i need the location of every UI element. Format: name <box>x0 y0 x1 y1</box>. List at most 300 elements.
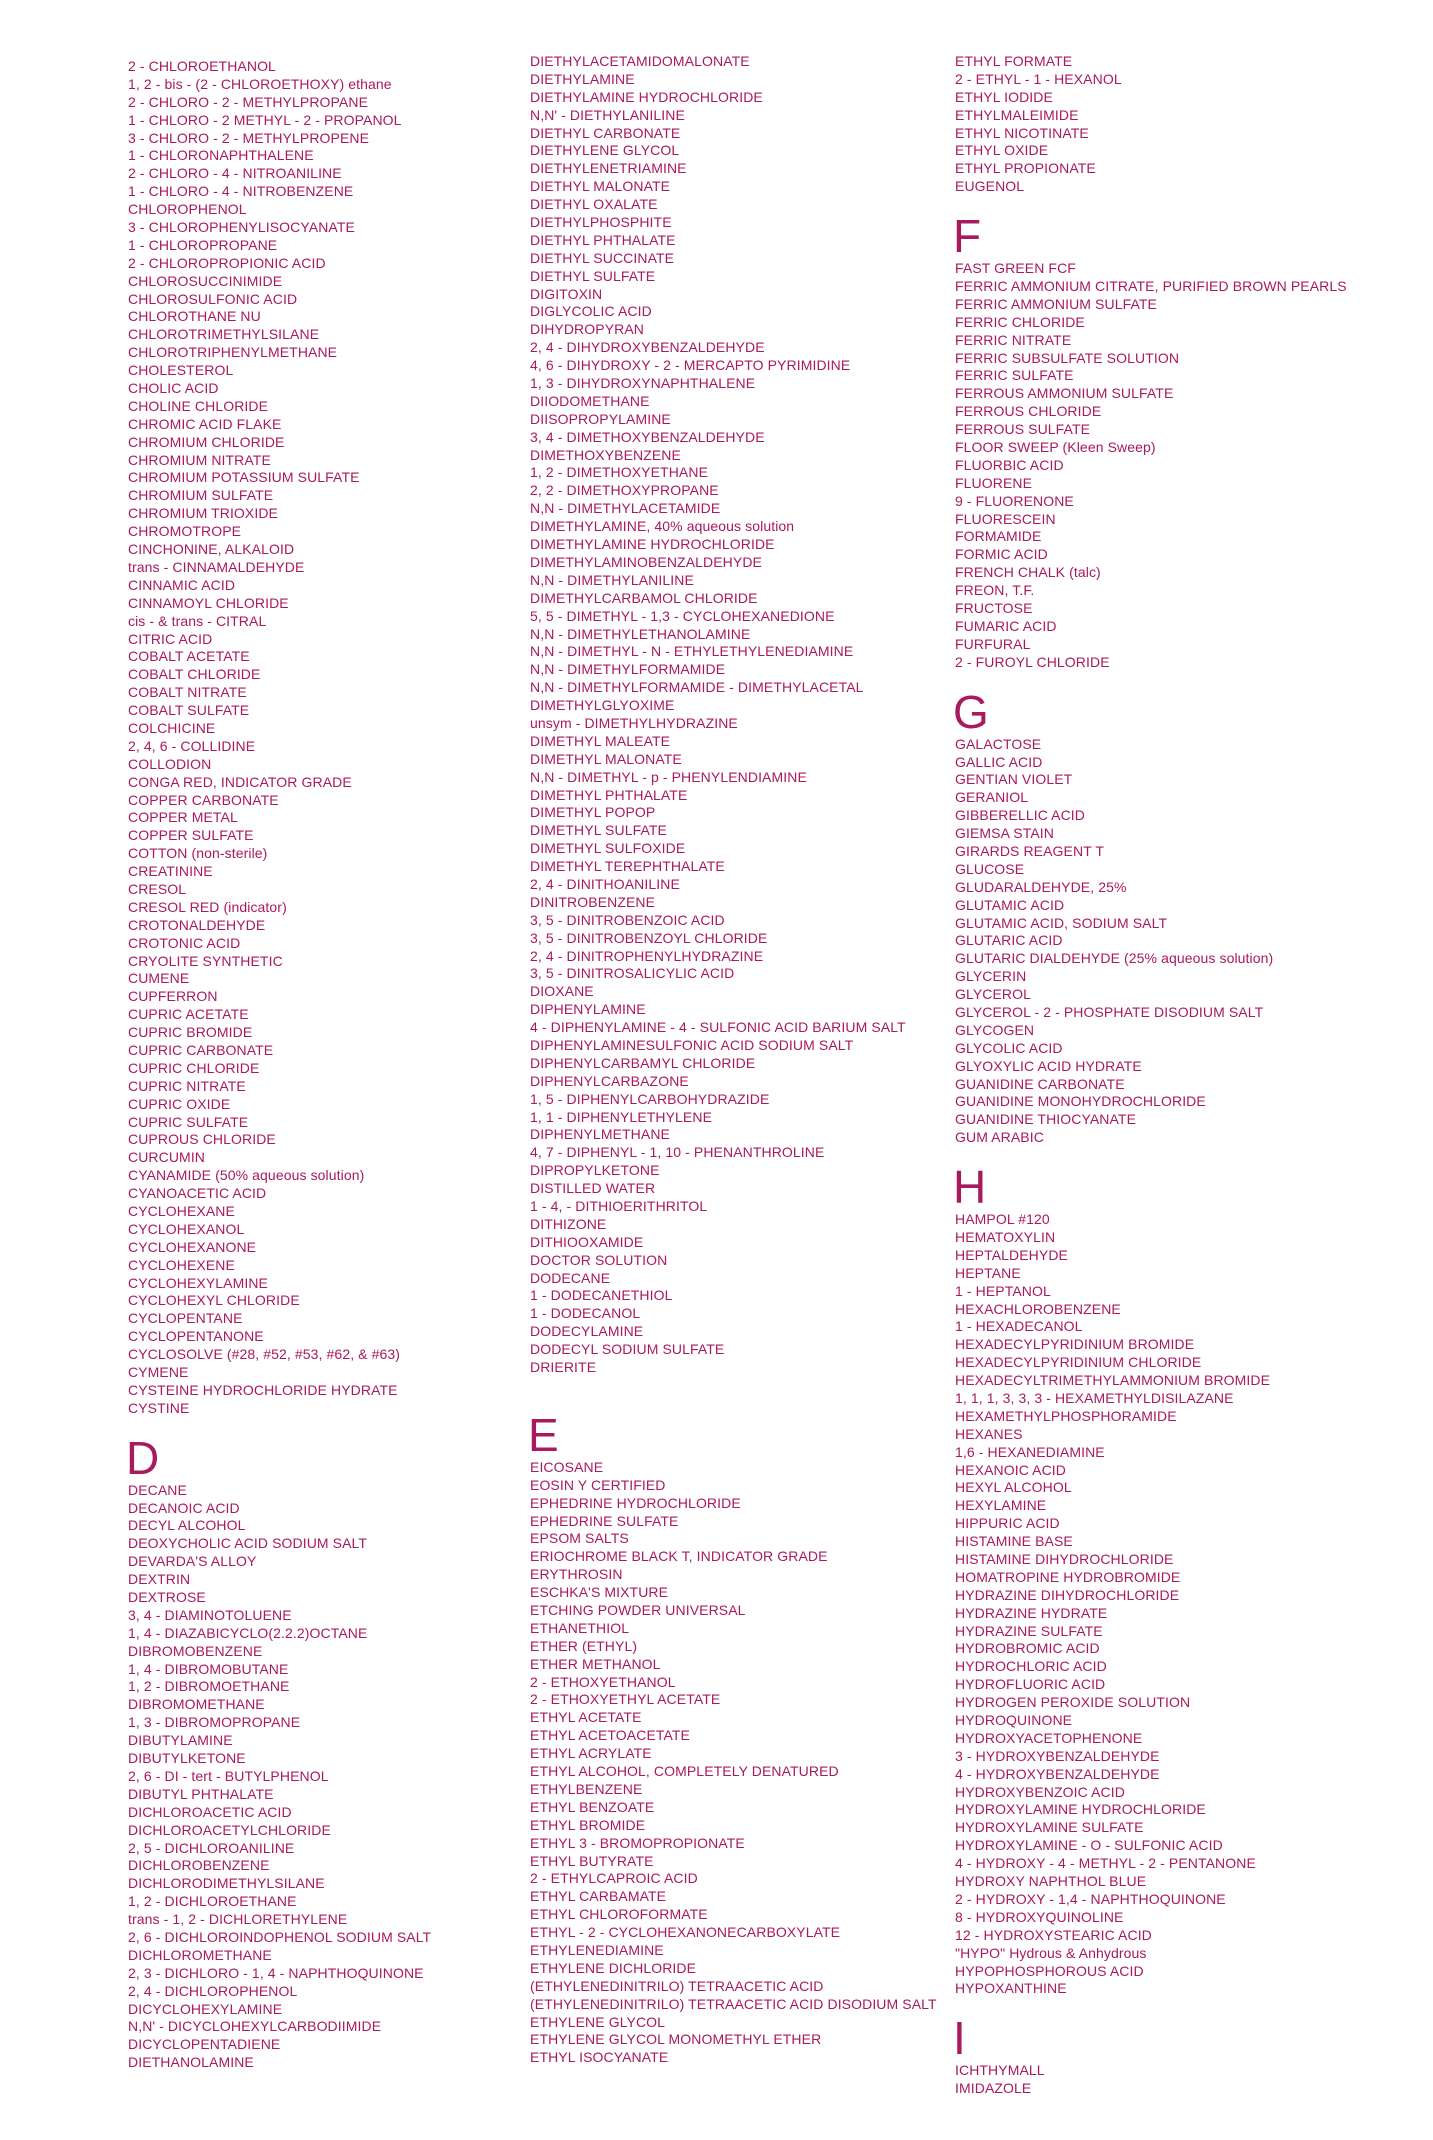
chemical-entry: N,N - DIMETHYLETHANOLAMINE <box>530 625 751 642</box>
chemical-entry: DIETHYLENE GLYCOL <box>530 142 680 159</box>
chemical-entry: DIMETHYLCARBAMOL CHLORIDE <box>530 589 758 606</box>
chemical-entry: ERYTHROSIN <box>530 1566 623 1583</box>
chemical-entry: FLOOR SWEEP (Kleen Sweep) <box>955 439 1156 456</box>
chemical-entry: COBALT CHLORIDE <box>128 666 261 683</box>
chemical-entry: 3, 4 - DIMETHOXYBENZALDEHYDE <box>530 428 765 445</box>
chemical-entry: HEPTALDEHYDE <box>955 1246 1068 1263</box>
chemical-entry: ETHYL 3 - BROMOPROPIONATE <box>530 1834 745 1851</box>
chemical-entry: HYDROCHLORIC ACID <box>955 1658 1107 1675</box>
chemical-entry: CYCLOHEXANOL <box>128 1220 245 1237</box>
chemical-entry: COPPER METAL <box>128 809 238 826</box>
chemical-entry: 2, 4 - DINITHOANILINE <box>530 875 680 892</box>
chemical-entry: CUPFERRON <box>128 988 218 1005</box>
chemical-entry: HYDROXYACETOPHENONE <box>955 1729 1143 1746</box>
chemical-entry: 2 - FUROYL CHLORIDE <box>955 653 1110 670</box>
chemical-entry: ETHYLBENZENE <box>530 1780 643 1797</box>
chemical-entry: DODECANE <box>530 1269 611 1286</box>
chemical-entry: DICHLORODIMETHYLSILANE <box>128 1875 325 1892</box>
chemical-entry: FERRIC SULFATE <box>955 367 1074 384</box>
chemical-entry: ETHYL CHLOROFORMATE <box>530 1906 708 1923</box>
chemical-entry: 3 - CHLOROPHENYLISOCYANATE <box>128 219 355 236</box>
chemical-entry: FERRIC SUBSULFATE SOLUTION <box>955 349 1180 366</box>
chemical-entry: HYDRAZINE HYDRATE <box>955 1604 1108 1621</box>
chemical-entry: 1 - DODECANOL <box>530 1305 641 1322</box>
chemical-entry: HOMATROPINE HYDROBROMIDE <box>955 1568 1181 1585</box>
chemical-entry: N,N' - DIETHYLANILINE <box>530 106 685 123</box>
chemical-entry: 3, 5 - DINITROBENZOIC ACID <box>530 911 725 928</box>
chemical-entry: 1 - CHLOROPROPANE <box>128 236 278 253</box>
chemical-entry: 1 - DODECANETHIOL <box>530 1287 673 1304</box>
chemical-entry: trans - CINNAMALDEHYDE <box>128 558 305 575</box>
chemical-entry: HISTAMINE BASE <box>955 1533 1073 1550</box>
chemical-entry: 2 - ETHOXYETHANOL <box>530 1673 676 1690</box>
chemical-entry: ETHYLENE GLYCOL MONOMETHYL ETHER <box>530 2031 822 2048</box>
chemical-entry: FERRIC AMMONIUM SULFATE <box>955 295 1157 312</box>
chemical-entry: CYCLOHEXANONE <box>128 1238 257 1255</box>
chemical-entry: DICYCLOHEXYLAMINE <box>128 2000 283 2017</box>
chemical-entry: 1, 1 - DIPHENYLETHYLENE <box>530 1108 713 1125</box>
chemical-entry: COPPER CARBONATE <box>128 791 279 808</box>
chemical-entry: GIEMSA STAIN <box>955 825 1054 842</box>
chemical-entry: CHLOROTRIMETHYLSILANE <box>128 326 320 343</box>
chemical-entry: 1, 2 - bis - (2 - CHLOROETHOXY) ethane <box>128 75 392 92</box>
chemical-entry: 1 - CHLORO - 2 METHYL - 2 - PROPANOL <box>128 111 402 128</box>
chemical-entry: 1, 2 - DICHLOROETHANE <box>128 1893 297 1910</box>
chemical-entry: HIPPURIC ACID <box>955 1515 1060 1532</box>
chemical-entry: CINNAMIC ACID <box>128 576 236 593</box>
chemical-entry: DIMETHYL PHTHALATE <box>530 786 688 803</box>
chemical-entry: ETHER METHANOL <box>530 1655 661 1672</box>
chemical-entry: HEXANOIC ACID <box>955 1461 1066 1478</box>
chemical-entry: 1 - CHLORO - 4 - NITROBENZENE <box>128 183 354 200</box>
chemical-entry: N,N - DIMETHYL - N - ETHYLETHYLENEDIAMINE <box>530 643 854 660</box>
chemical-entry: CUMENE <box>128 970 190 987</box>
chemical-entry: 1, 3 - DIHYDROXYNAPHTHALENE <box>530 375 756 392</box>
chemical-entry: 2 - CHLOROPROPIONIC ACID <box>128 254 326 271</box>
chemical-entry: GLUTAMIC ACID <box>955 896 1065 913</box>
chemical-entry: DIMETHYLAMINE, 40% aqueous solution <box>530 518 795 535</box>
chemical-entry: FRENCH CHALK (talc) <box>955 564 1101 581</box>
chemical-entry: FERRIC CHLORIDE <box>955 313 1085 330</box>
chemical-entry: HISTAMINE DIHYDROCHLORIDE <box>955 1551 1174 1568</box>
chemical-entry: DIMETHYL TEREPHTHALATE <box>530 858 725 875</box>
chemical-entry: 1, 4 - DIBROMOBUTANE <box>128 1660 289 1677</box>
chemical-entry: COTTON (non-sterile) <box>128 845 268 862</box>
chemical-entry: "HYPO" Hydrous & Anhydrous <box>955 1944 1147 1961</box>
chemical-entry: GLUTARIC DIALDEHYDE (25% aqueous solution) <box>955 950 1274 967</box>
chemical-entry: DODECYLAMINE <box>530 1323 644 1340</box>
chemical-entry: ETCHING POWDER UNIVERSAL <box>530 1602 746 1619</box>
chemical-entry: GLUDARALDEHYDE, 25% <box>955 878 1127 895</box>
chemical-entry: DIETHANOLAMINE <box>128 2054 254 2071</box>
chemical-entry: GLYCOGEN <box>955 1021 1035 1038</box>
chemical-entry: FLUORENE <box>955 474 1033 491</box>
chemical-entry: FREON, T.F. <box>955 582 1035 599</box>
chemical-entry: CUPRIC ACETATE <box>128 1006 249 1023</box>
chemical-entry: CUPROUS CHLORIDE <box>128 1131 276 1148</box>
chemical-entry: EUGENOL <box>955 178 1025 195</box>
chemical-entry: DIETHYLENETRIAMINE <box>530 160 687 177</box>
chemical-entry: HEMATOXYLIN <box>955 1228 1056 1245</box>
chemical-entry: 3, 5 - DINITROSALICYLIC ACID <box>530 965 735 982</box>
chemical-entry: DIETHYL MALONATE <box>530 178 671 195</box>
chemical-entry: DIBROMOBENZENE <box>128 1642 263 1659</box>
chemical-entry: DIETHYLPHOSPHITE <box>530 214 672 231</box>
chemical-entry: DECYL ALCOHOL <box>128 1517 246 1534</box>
chemical-entry: HYDROBROMIC ACID <box>955 1640 1100 1657</box>
chemical-entry: HYPOXANTHINE <box>955 1980 1067 1997</box>
chemical-entry: ETHYL BROMIDE <box>530 1816 646 1833</box>
chemical-entry: CHROMIUM CHLORIDE <box>128 433 285 450</box>
chemical-entry: FURFURAL <box>955 635 1031 652</box>
chemical-entry: 3, 5 - DINITROBENZOYL CHLORIDE <box>530 929 768 946</box>
chemical-entry: 12 - HYDROXYSTEARIC ACID <box>955 1926 1152 1943</box>
chemical-entry: FLUORBIC ACID <box>955 456 1064 473</box>
chemical-entry: (ETHYLENEDINITRILO) TETRAACETIC ACID DISODIUM SALT <box>530 1995 937 2012</box>
chemical-entry: 1,6 - HEXANEDIAMINE <box>955 1443 1105 1460</box>
chemical-entry: 2, 3 - DICHLORO - 1, 4 - NAPHTHOQUINONE <box>128 1964 424 1981</box>
chemical-entry: N,N - DIMETHYL - p - PHENYLENDIAMINE <box>530 768 807 785</box>
chemical-entry: ERIOCHROME BLACK T, INDICATOR GRADE <box>530 1548 828 1565</box>
chemical-entry: EPHEDRINE SULFATE <box>530 1512 679 1529</box>
chemical-entry: DIMETHYLGLYOXIME <box>530 697 675 714</box>
chemical-entry: CHROMIUM NITRATE <box>128 451 271 468</box>
chemical-entry: HEXAMETHYLPHOSPHORAMIDE <box>955 1407 1177 1424</box>
chemical-entry: EOSIN Y CERTIFIED <box>530 1476 666 1493</box>
chemical-entry: CYANAMIDE (50% aqueous solution) <box>128 1167 365 1184</box>
chemical-entry: CUPRIC NITRATE <box>128 1077 246 1094</box>
chemical-entry: (ETHYLENEDINITRILO) TETRAACETIC ACID <box>530 1977 824 1994</box>
chemical-entry: CYCLOHEXANE <box>128 1203 235 1219</box>
chemical-entry: 3, 4 - DIAMINOTOLUENE <box>128 1606 292 1623</box>
chemical-entry: CURCUMIN <box>128 1149 206 1166</box>
chemical-entry: HYDRAZINE SULFATE <box>955 1622 1103 1639</box>
chemical-entry: DEVARDA'S ALLOY <box>128 1553 257 1570</box>
chemical-entry: ETHYL BUTYRATE <box>530 1852 654 1869</box>
chemical-entry: DIMETHYL POPOP <box>530 804 656 821</box>
chemical-entry: FRUCTOSE <box>955 600 1033 617</box>
chemical-entry: CYMENE <box>128 1364 189 1381</box>
chemical-entry: GIRARDS REAGENT T <box>955 842 1104 859</box>
chemical-entry: ETHYL CARBAMATE <box>530 1888 667 1905</box>
chemical-entry: ETHYL IODIDE <box>955 88 1053 105</box>
chemical-entry: CHOLESTEROL <box>128 362 234 379</box>
chemical-entry: DICYCLOPENTADIENE <box>128 2036 281 2053</box>
chemical-entry: 2 - ETHYL - 1 - HEXANOL <box>955 70 1122 87</box>
chemical-entry: FERROUS SULFATE <box>955 421 1091 438</box>
chemical-entry: ETHYL FORMATE <box>955 53 1073 69</box>
chemical-entry: CYCLOPENTANE <box>128 1310 243 1327</box>
chemical-entry: GUANIDINE THIOCYANATE <box>955 1111 1137 1128</box>
chemical-entry: cis - & trans - CITRAL <box>128 612 267 629</box>
chemical-entry: 1 - HEPTANOL <box>955 1282 1051 1299</box>
chemical-entry: CONGA RED, INDICATOR GRADE <box>128 773 352 790</box>
chemical-entry: GLYCEROL - 2 - PHOSPHATE DISODIUM SALT <box>955 1003 1264 1020</box>
index-column-2 <box>530 53 950 2067</box>
chemical-entry: ETHANETHIOL <box>530 1619 630 1636</box>
chemical-entry: CRESOL <box>128 880 187 897</box>
section-letter-h: H <box>953 1161 987 1214</box>
chemical-entry: FLUORESCEIN <box>955 510 1056 527</box>
chemical-entry: ETHYL ACETATE <box>530 1709 642 1726</box>
chemical-entry: HEXYL ALCOHOL <box>955 1479 1072 1496</box>
chemical-entry: DINITROBENZENE <box>530 893 656 910</box>
chemical-entry: DIOXANE <box>530 983 594 1000</box>
chemical-entry: CRESOL RED (indicator) <box>128 898 287 915</box>
chemical-entry: 1, 2 - DIMETHOXYETHANE <box>530 464 709 481</box>
chemical-entry: DIBROMOMETHANE <box>128 1696 265 1713</box>
chemical-entry: ICHTHYMALL <box>955 2062 1045 2079</box>
chemical-entry: 3 - HYDROXYBENZALDEHYDE <box>955 1747 1160 1764</box>
chemical-entry: DRIERITE <box>530 1359 597 1376</box>
chemical-entry: 1, 2 - DIBROMOETHANE <box>128 1678 290 1695</box>
chemical-entry: DIMETHYLAMINE HYDROCHLORIDE <box>530 536 775 553</box>
chemical-entry: N,N - DIMETHYLANILINE <box>530 571 694 588</box>
chemical-entry: HEXACHLOROBENZENE <box>955 1300 1121 1317</box>
chemical-entry: 4 - HYDROXY - 4 - METHYL - 2 - PENTANONE <box>955 1855 1256 1872</box>
chemical-entry: ETHYL ACETOACETATE <box>530 1727 690 1744</box>
chemical-entry: GALLIC ACID <box>955 753 1043 770</box>
chemical-entry: CHOLINE CHLORIDE <box>128 397 269 414</box>
chemical-entry: DIETHYL CARBONATE <box>530 124 681 141</box>
chemical-entry: COLLODION <box>128 755 212 772</box>
chemical-entry: DIIODOMETHANE <box>530 392 650 409</box>
chemical-entry: EPSOM SALTS <box>530 1530 629 1547</box>
chemical-entry: CINCHONINE, ALKALOID <box>128 541 295 558</box>
chemical-entry: HYDROXY NAPHTHOL BLUE <box>955 1873 1147 1890</box>
chemical-entry: ETHYLENE GLYCOL <box>530 2013 666 2030</box>
chemical-entry: 1 - HEXADECANOL <box>955 1318 1083 1335</box>
chemical-entry: HYDRAZINE DIHYDROCHLORIDE <box>955 1586 1180 1603</box>
chemical-entry: DECANOIC ACID <box>128 1499 240 1516</box>
chemical-entry: HEXADECYLPYRIDINIUM CHLORIDE <box>955 1354 1202 1371</box>
chemical-entry: GENTIAN VIOLET <box>955 771 1073 788</box>
chemical-entry: HYDROXYLAMINE HYDROCHLORIDE <box>955 1801 1206 1818</box>
chemical-entry: ETHYLENEDIAMINE <box>530 1941 664 1958</box>
chemical-entry: DIPHENYLMETHANE <box>530 1126 670 1143</box>
chemical-entry: 2, 4 - DICHLOROPHENOL <box>128 1982 298 1999</box>
chemical-entry: 4 - DIPHENYLAMINE - 4 - SULFONIC ACID BARIUM SALT <box>530 1019 906 1036</box>
chemical-entry: 2, 2 - DIMETHOXYPROPANE <box>530 482 719 499</box>
chemical-entry: HYPOPHOSPHOROUS ACID <box>955 1962 1144 1979</box>
chemical-entry: N,N - DIMETHYLACETAMIDE <box>530 500 721 517</box>
chemical-entry: CYSTINE <box>128 1399 190 1416</box>
chemical-entry: 2 - ETHOXYETHYL ACETATE <box>530 1691 721 1708</box>
chemical-entry: ESCHKA'S MIXTURE <box>530 1584 669 1601</box>
chemical-entry: 2 - CHLORO - 2 - METHYLPROPANE <box>128 93 369 110</box>
chemical-entry: DIETHYLACETAMIDOMALONATE <box>530 53 750 69</box>
chemical-entry: DITHIOOXAMIDE <box>530 1233 644 1250</box>
chemical-entry: DIETHYL OXALATE <box>530 196 658 213</box>
chemical-entry: DISTILLED WATER <box>530 1180 656 1197</box>
chemical-entry: HAMPOL #120 <box>955 1211 1050 1228</box>
chemical-entry: CYANOACETIC ACID <box>128 1185 267 1202</box>
chemical-entry: CITRIC ACID <box>128 630 213 647</box>
chemical-entry: 2, 6 - DICHLOROINDOPHENOL SODIUM SALT <box>128 1928 432 1945</box>
chemical-entry: DEOXYCHOLIC ACID SODIUM SALT <box>128 1535 368 1552</box>
chemical-entry: ETHYLMALEIMIDE <box>955 106 1079 123</box>
chemical-entry: ETHYL NICOTINATE <box>955 124 1089 141</box>
chemical-entry: DIPHENYLAMINE <box>530 1001 646 1018</box>
chemical-entry: DITHIZONE <box>530 1215 607 1232</box>
chemical-entry: GLYOXYLIC ACID HYDRATE <box>955 1057 1142 1074</box>
chemical-entry: DIPHENYLCARBAMYL CHLORIDE <box>530 1054 756 1071</box>
chemical-entry: 9 - FLUORENONE <box>955 492 1074 509</box>
chemical-entry: HEXADECYLPYRIDINIUM BROMIDE <box>955 1336 1195 1353</box>
chemical-entry: DIMETHOXYBENZENE <box>530 446 681 463</box>
chemical-entry: N,N' - DICYCLOHEXYLCARBODIIMIDE <box>128 2018 382 2035</box>
chemical-entry: CHLOROSULFONIC ACID <box>128 290 298 307</box>
chemical-entry: GUANIDINE MONOHYDROCHLORIDE <box>955 1093 1206 1110</box>
chemical-entry: DIPHENYLAMINESULFONIC ACID SODIUM SALT <box>530 1036 854 1053</box>
chemical-entry: HYDROGEN PEROXIDE SOLUTION <box>955 1694 1191 1711</box>
chemical-entry: CYCLOPENTANONE <box>128 1328 264 1345</box>
chemical-entry: DICHLOROBENZENE <box>128 1857 270 1874</box>
chemical-entry: DIBUTYLAMINE <box>128 1732 233 1749</box>
chemical-entry: CHROMIC ACID FLAKE <box>128 415 282 432</box>
chemical-entry: DEXTRIN <box>128 1571 191 1588</box>
chemical-entry: HYDROFLUORIC ACID <box>955 1676 1106 1693</box>
chemical-entry: EPHEDRINE HYDROCHLORIDE <box>530 1494 741 1511</box>
chemical-entry: unsym - DIMETHYLHYDRAZINE <box>530 714 738 731</box>
chemical-entry: CHLOROSUCCINIMIDE <box>128 272 283 289</box>
chemical-entry: ETHYL PROPIONATE <box>955 160 1096 177</box>
index-column-1 <box>128 58 508 2072</box>
chemical-entry: CYCLOHEXENE <box>128 1256 235 1273</box>
section-letter-e: E <box>528 1408 559 1461</box>
chemical-entry: CUPRIC SULFATE <box>128 1113 249 1130</box>
chemical-entry: CHROMIUM SULFATE <box>128 487 274 504</box>
chemical-entry: 2 - ETHYLCAPROIC ACID <box>530 1870 698 1887</box>
chemical-entry: GALACTOSE <box>955 735 1042 752</box>
chemical-entry: DECANE <box>128 1481 187 1498</box>
chemical-entry: 4, 7 - DIPHENYL - 1, 10 - PHENANTHROLINE <box>530 1144 825 1161</box>
chemical-entry: HEPTANE <box>955 1264 1021 1281</box>
chemical-entry: DIMETHYL SULFOXIDE <box>530 840 686 857</box>
chemical-entry: N,N - DIMETHYLFORMAMIDE <box>530 661 726 678</box>
chemical-entry: DIETHYL PHTHALATE <box>530 231 676 248</box>
chemical-entry: FERROUS CHLORIDE <box>955 403 1102 420</box>
chemical-entry: FAST GREEN FCF <box>955 260 1076 277</box>
chemical-entry: ETHYL ISOCYANATE <box>530 2049 669 2066</box>
chemical-entry: 8 - HYDROXYQUINOLINE <box>955 1908 1124 1925</box>
chemical-entry: CROTONALDEHYDE <box>128 916 266 933</box>
chemical-entry: COLCHICINE <box>128 719 216 736</box>
chemical-entry: FERROUS AMMONIUM SULFATE <box>955 385 1174 402</box>
chemical-entry: CINNAMOYL CHLORIDE <box>128 594 289 611</box>
chemical-entry: 2 - CHLORO - 4 - NITROANILINE <box>128 165 342 182</box>
chemical-entry: DIETHYLAMINE <box>530 70 635 87</box>
chemical-entry: DIETHYL SULFATE <box>530 267 656 284</box>
chemical-entry: DIPROPYLKETONE <box>530 1162 660 1179</box>
chemical-entry: 4, 6 - DIHYDROXY - 2 - MERCAPTO PYRIMIDINE <box>530 357 851 374</box>
chemical-entry: CHROMIUM POTASSIUM SULFATE <box>128 469 360 486</box>
chemical-entry: CREATININE <box>128 863 213 880</box>
chemical-entry: GERANIOL <box>955 789 1029 806</box>
chemical-entry: CHOLIC ACID <box>128 380 219 397</box>
chemical-entry: DICHLOROMETHANE <box>128 1946 272 1963</box>
chemical-entry: 2, 5 - DICHLOROANILINE <box>128 1839 295 1856</box>
chemical-entry: DIETHYLAMINE HYDROCHLORIDE <box>530 88 763 105</box>
chemical-entry: 4 - HYDROXYBENZALDEHYDE <box>955 1765 1160 1782</box>
chemical-entry: 3 - CHLORO - 2 - METHYLPROPENE <box>128 129 370 146</box>
chemical-entry: ETHYL OXIDE <box>955 142 1049 159</box>
chemical-entry: DIMETHYL MALEATE <box>530 732 671 749</box>
chemical-entry: HYDROXYLAMINE - O - SULFONIC ACID <box>955 1837 1223 1854</box>
chemical-entry: CHLOROTHANE NU <box>128 308 261 325</box>
index-column-3 <box>955 53 1425 2098</box>
chemical-entry: EICOSANE <box>530 1458 604 1475</box>
chemical-entry: 1, 1, 1, 3, 3, 3 - HEXAMETHYLDISILAZANE <box>955 1390 1234 1406</box>
chemical-entry: CHLOROPHENOL <box>128 201 247 218</box>
chemical-entry: HYDROXYBENZOIC ACID <box>955 1783 1125 1800</box>
chemical-entry: 1, 3 - DIBROMOPROPANE <box>128 1714 301 1731</box>
chemical-entry: 1 - CHLORONAPHTHALENE <box>128 147 314 164</box>
chemical-entry: DIPHENYLCARBAZONE <box>530 1072 689 1089</box>
chemical-entry: DIHYDROPYRAN <box>530 321 644 338</box>
chemical-entry: CYCLOHEXYLAMINE <box>128 1274 268 1291</box>
chemical-entry: CUPRIC CHLORIDE <box>128 1059 260 1076</box>
chemical-entry: ETHYL BENZOATE <box>530 1798 655 1815</box>
chemical-entry: ETHYL - 2 - CYCLOHEXANONECARBOXYLATE <box>530 1924 841 1941</box>
chemical-entry: GLUTARIC ACID <box>955 932 1063 949</box>
chemical-entry: DIETHYL SUCCINATE <box>530 249 675 266</box>
chemical-entry: GIBBERELLIC ACID <box>955 807 1085 824</box>
chemical-entry: 1, 4 - DIAZABICYCLO(2.2.2)OCTANE <box>128 1624 368 1641</box>
chemical-entry: FUMARIC ACID <box>955 617 1057 634</box>
chemical-entry: DIMETHYLAMINOBENZALDEHYDE <box>530 553 762 570</box>
chemical-entry: GLYCERIN <box>955 968 1027 985</box>
chemical-entry: N,N - DIMETHYLFORMAMIDE - DIMETHYLACETAL <box>530 679 864 696</box>
chemical-entry: GLYCOLIC ACID <box>955 1039 1063 1056</box>
chemical-entry: ETHYLENE DICHLORIDE <box>530 1959 697 1976</box>
chemical-entry: GUM ARABIC <box>955 1129 1044 1146</box>
chemical-entry: HYDROXYLAMINE SULFATE <box>955 1819 1144 1836</box>
chemical-entry: ETHER (ETHYL) <box>530 1637 638 1654</box>
chemical-entry: HEXYLAMINE <box>955 1497 1047 1514</box>
chemical-entry: DIBUTYLKETONE <box>128 1750 246 1767</box>
chemical-entry: CROTONIC ACID <box>128 934 241 951</box>
chemical-entry: HYDROQUINONE <box>955 1712 1073 1729</box>
chemical-entry: 5, 5 - DIMETHYL - 1,3 - CYCLOHEXANEDIONE <box>530 607 835 624</box>
chemical-entry: GLYCEROL <box>955 986 1032 1003</box>
chemical-entry: DIGLYCOLIC ACID <box>530 303 652 320</box>
chemical-entry: CUPRIC BROMIDE <box>128 1024 253 1041</box>
chemical-entry: COBALT ACETATE <box>128 648 250 665</box>
chemical-entry: CRYOLITE SYNTHETIC <box>128 952 283 969</box>
chemical-entry: FORMAMIDE <box>955 528 1042 545</box>
section-letter-i: I <box>953 2012 966 2065</box>
chemical-entry: 2 - CHLOROETHANOL <box>128 58 276 74</box>
chemical-entry: trans - 1, 2 - DICHLORETHYLENE <box>128 1911 348 1928</box>
chemical-entry: DIBUTYL PHTHALATE <box>128 1785 274 1802</box>
chemical-entry: DIGITOXIN <box>530 285 603 302</box>
chemical-entry: DICHLOROACETYLCHLORIDE <box>128 1821 331 1838</box>
chemical-entry: DIISOPROPYLAMINE <box>530 410 671 427</box>
chemical-entry: 2, 4 - DINITROPHENYLHYDRAZINE <box>530 947 764 964</box>
chemical-entry: FORMIC ACID <box>955 546 1048 563</box>
chemical-entry: 2, 4 - DIHYDROXYBENZALDEHYDE <box>530 339 765 356</box>
chemical-entry: DEXTROSE <box>128 1589 206 1606</box>
chemical-entry: 1, 5 - DIPHENYLCARBOHYDRAZIDE <box>530 1090 770 1107</box>
chemical-entry: DIMETHYL MALONATE <box>530 750 682 767</box>
chemical-entry: ETHYL ALCOHOL, COMPLETELY DENATURED <box>530 1763 839 1780</box>
section-letter-f: F <box>953 210 982 263</box>
chemical-entry: HEXANES <box>955 1425 1023 1442</box>
chemical-entry: CYCLOHEXYL CHLORIDE <box>128 1292 300 1309</box>
chemical-entry: DIMETHYL SULFATE <box>530 822 667 839</box>
chemical-entry: HEXADECYLTRIMETHYLAMMONIUM BROMIDE <box>955 1372 1271 1389</box>
